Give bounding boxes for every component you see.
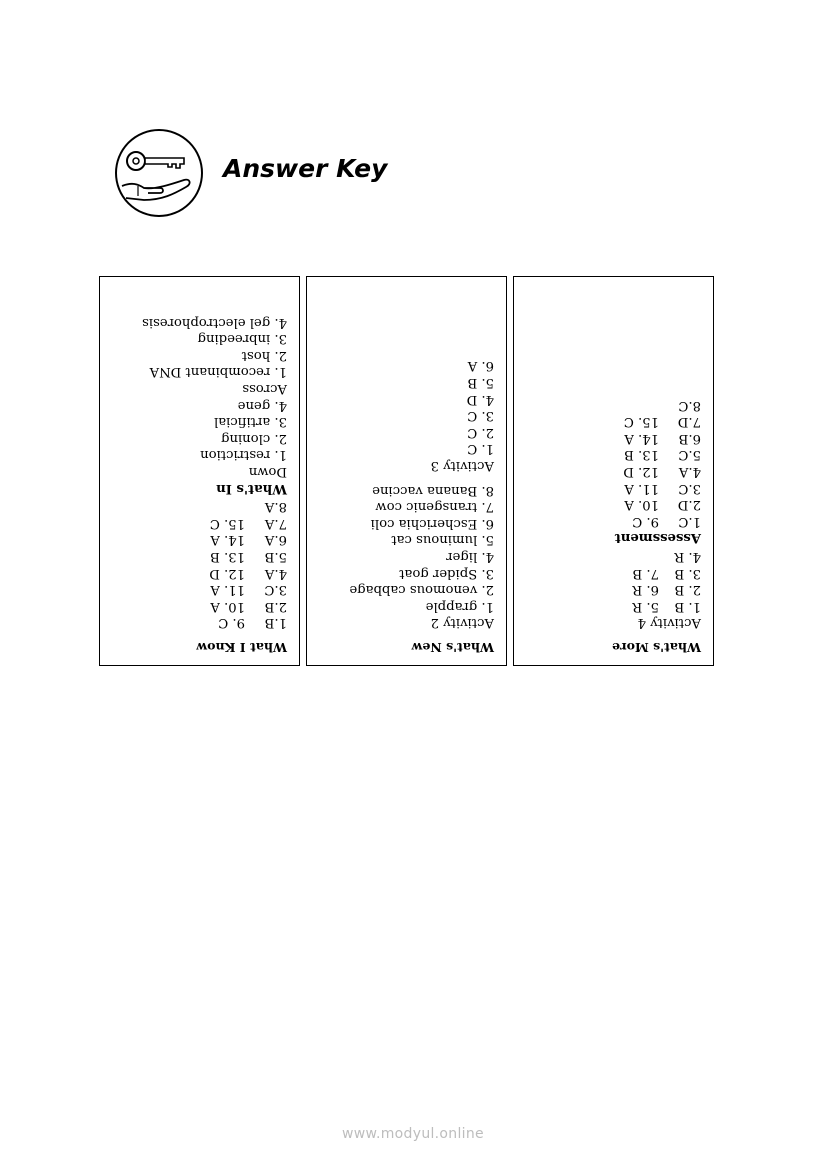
answer-line: 4. gel electrophoresis xyxy=(142,314,287,330)
answer-line: 6. Escherichia coli xyxy=(370,515,494,531)
answer-line: 5. B xyxy=(467,375,494,391)
answer-line: 7. transgenic cow xyxy=(375,499,494,515)
answer-row xyxy=(112,614,287,631)
heading-whats-in: What's In xyxy=(216,480,287,496)
answer-cell: 5.B xyxy=(264,549,287,565)
answer-cell: 13. B xyxy=(624,447,659,463)
answer-cell xyxy=(599,396,659,413)
answer-cell: 15. C xyxy=(623,414,659,430)
answer-row xyxy=(526,597,701,614)
answer-row xyxy=(526,396,701,413)
answer-box-whats-more xyxy=(513,276,714,666)
what-i-know-answers xyxy=(112,498,287,631)
answer-row xyxy=(526,496,701,513)
answer-cell: 12. D xyxy=(623,464,659,480)
footer-watermark: www.modyul.online xyxy=(342,1126,484,1142)
heading-assessment: Assessment xyxy=(614,530,701,546)
answer-cell: 13. B xyxy=(210,549,245,565)
answer-cell: 6.A xyxy=(264,532,287,548)
assessment-answers xyxy=(526,396,701,529)
answer-cell: 2.D xyxy=(677,497,701,513)
answer-row xyxy=(526,413,701,430)
activity-2-answers xyxy=(319,481,494,614)
answer-row xyxy=(526,479,701,496)
answer-line: 2. venomous cabbage xyxy=(349,582,494,598)
across-answers xyxy=(112,313,287,379)
activity-4-answers xyxy=(526,547,701,613)
activity-4-label: Activity 4 xyxy=(637,615,701,631)
activity-3-answers xyxy=(319,357,494,457)
answer-cell: 4.A xyxy=(678,464,701,480)
answer-line: 4. liger xyxy=(446,549,494,565)
answer-row xyxy=(526,581,701,598)
answer-cell: 14. A xyxy=(210,532,245,548)
answer-cell: 2.B xyxy=(264,598,287,614)
answer-cell: 3. B xyxy=(674,565,701,581)
answer-row xyxy=(112,498,287,515)
answer-cell: 7. B xyxy=(632,565,659,581)
answer-cell: 6.B xyxy=(678,430,701,446)
answer-cell xyxy=(185,498,245,515)
heading-whats-more: What's More xyxy=(612,640,701,655)
key-in-hand-icon xyxy=(114,128,204,218)
answer-row xyxy=(112,597,287,614)
answer-row xyxy=(526,512,701,529)
answer-cell: 4.A xyxy=(264,565,287,581)
answer-box-whats-new xyxy=(306,276,507,666)
answer-line: 4. gene xyxy=(237,397,287,413)
answer-cell: 8.C xyxy=(678,397,701,413)
answer-line: 3. C xyxy=(467,408,494,424)
answer-cell: 15. C xyxy=(209,515,245,531)
answer-line: 4. D xyxy=(466,391,494,407)
answer-line: 2. host xyxy=(241,347,287,363)
answer-cell: 8.A xyxy=(264,499,287,515)
answer-cell: 7.A xyxy=(264,515,287,531)
answer-cell: 11. A xyxy=(210,582,245,598)
answer-cell: 1.C xyxy=(678,513,701,529)
answer-row xyxy=(112,531,287,548)
answer-cell: 5. R xyxy=(632,598,659,614)
activity-2-label: Activity 2 xyxy=(430,615,494,631)
answer-row xyxy=(526,564,701,581)
answer-cell: 1. B xyxy=(674,598,701,614)
answer-line: 1. C xyxy=(467,441,494,457)
answer-row xyxy=(112,564,287,581)
answer-row xyxy=(526,429,701,446)
answer-line: 3. inbreeding xyxy=(197,331,287,347)
answer-cell: 1.B xyxy=(264,615,287,631)
answer-line: 2. C xyxy=(467,424,494,440)
answer-row xyxy=(526,462,701,479)
answer-cell: 2. B xyxy=(674,582,701,598)
heading-what-i-know: What I Know xyxy=(196,640,287,655)
answer-cell xyxy=(599,547,659,564)
answer-box-what-i-know xyxy=(99,276,300,666)
answer-cell: 9. C xyxy=(632,513,659,529)
answer-line: 1. restriction xyxy=(200,447,287,463)
answer-line: 1. recombinant DNA xyxy=(149,364,287,380)
answer-row xyxy=(526,547,701,564)
answer-line: 2. cloning xyxy=(221,430,287,446)
answer-row xyxy=(526,446,701,463)
activity-3-label: Activity 3 xyxy=(430,458,494,474)
answer-cell: 5.C xyxy=(678,447,701,463)
answer-cell: 10. A xyxy=(210,598,245,614)
answer-cell: 12. D xyxy=(209,565,245,581)
answer-cell: 9. C xyxy=(218,615,245,631)
answer-cell: 3.C xyxy=(678,480,701,496)
answer-line: 3. Spider goat xyxy=(399,565,494,581)
across-label: Across xyxy=(242,381,287,397)
answer-cell: 11. A xyxy=(624,480,659,496)
answer-line: 8. Banana vaccine xyxy=(372,482,494,498)
answer-row xyxy=(112,581,287,598)
answer-cell: 6. R xyxy=(632,582,659,598)
answer-cell: 4. R xyxy=(674,549,701,565)
answer-line: 6. A xyxy=(467,358,494,374)
heading-whats-new: What's New xyxy=(411,640,494,655)
down-label: Down xyxy=(248,464,287,480)
answer-line: 1. grapple xyxy=(425,598,494,614)
answer-row xyxy=(112,547,287,564)
page-title: Answer Key xyxy=(223,154,388,183)
down-answers xyxy=(112,396,287,462)
answer-cell: 7.D xyxy=(677,414,701,430)
answer-line: 5. luminous cat xyxy=(391,532,494,548)
answer-cell: 10. A xyxy=(624,497,659,513)
answer-line: 3. artificial xyxy=(214,414,287,430)
answer-cell: 14. A xyxy=(624,430,659,446)
answer-cell: 3.C xyxy=(264,582,287,598)
answer-row xyxy=(112,514,287,531)
